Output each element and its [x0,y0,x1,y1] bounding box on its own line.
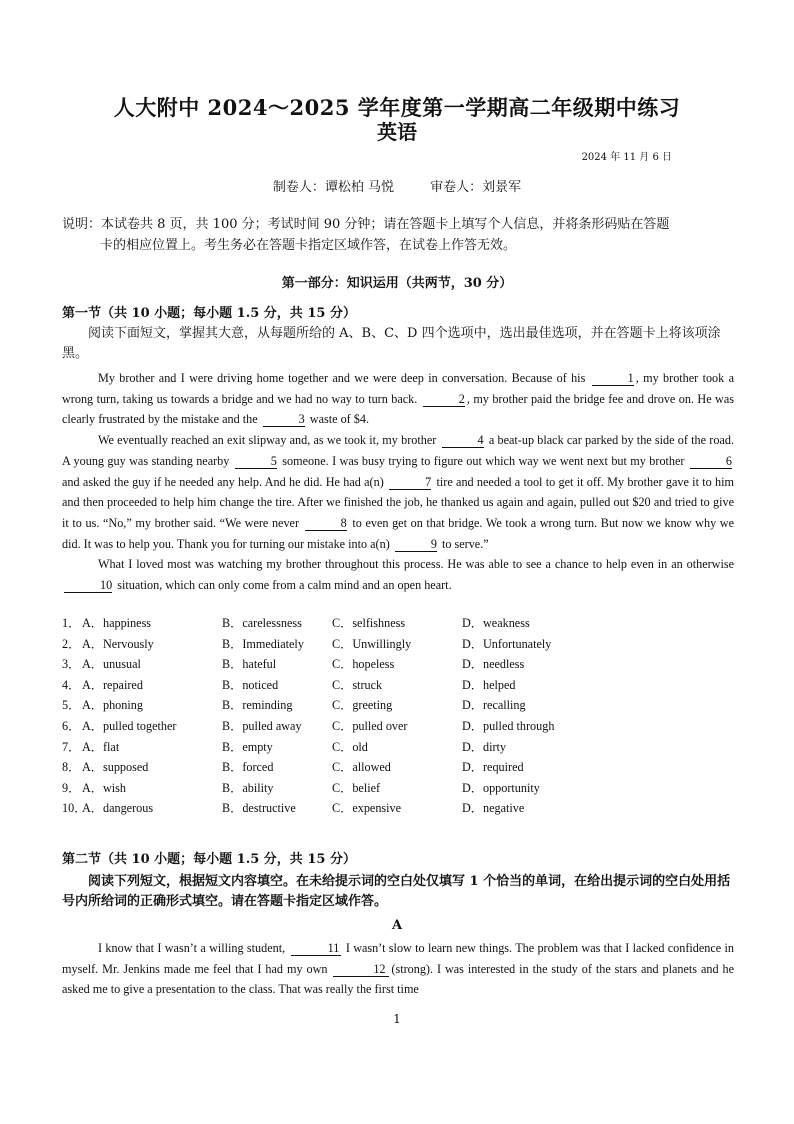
text-run: I know that I wasn’t a willing student, [98,941,286,955]
question-row [62,758,734,779]
blank-6: 6 [690,454,732,469]
question-row [62,676,734,697]
question-row [62,655,734,676]
text-run: waste of $4. [309,412,370,427]
text-run: and asked the guy if he needed any help. And he did. He had a(n) [62,474,384,489]
option-c: C．belief [332,780,381,795]
question-number: 8． [62,760,81,775]
page-number: 1 [393,1012,401,1026]
fill-in-passage [62,938,734,1000]
option-d: D．dirty [462,739,507,754]
option-d: D．needless [462,657,525,672]
option-a: A．Nervously [82,636,154,651]
section-one-instruction [62,324,732,364]
option-b: B．carelessness [222,616,302,630]
option-d: D．negative [462,801,525,816]
option-c: C．allowed [332,760,391,775]
option-d: D．weakness [462,616,530,630]
blank-8: 8 [305,516,347,531]
question-number: 5． [62,698,81,713]
option-a: A．phoning [82,698,143,713]
option-b: B．noticed [222,677,279,692]
question-row [62,696,734,717]
option-d: D．helped [462,677,516,692]
passage-paragraph-1 [62,368,734,430]
text-run: to serve.” [441,536,489,551]
text-run: to even get on that bridge. We took a wrong turn. But now we know why we did. It was to help you. Thank you for turning our mistake into a(n) [62,515,734,551]
text-run: situation, which can only come from a calm mind and an open heart. [117,578,452,593]
option-d: D．Unfortunately [462,636,552,651]
blank-12: 12 [333,962,389,977]
blank-3: 3 [263,412,305,427]
option-c: C．greeting [332,698,393,713]
text-run: I wasn’t slow to learn new things. The problem was that I lacked confidence in myself. Mr. Jenkins made me feel that I had my own [62,941,735,976]
option-a: A．happiness [82,616,152,630]
text-run: a beat-up black car parked by the side of the road. A young guy was standing nearby [62,433,734,468]
option-c: C．struck [332,677,383,692]
note-line-1: 说明：本试卷共 8 页，共 100 分；考试时间 90 分钟；请在答题卡上填写个人信息，并将条形码贴在答题 [62,217,670,232]
option-b: B．destructive [222,801,296,816]
passage-a-paragraph [62,938,734,1000]
question-number: 6． [62,718,81,733]
option-c: C．hopeless [332,657,395,672]
instruction-text: 阅读下列短文，根据短文内容填空。在未给提示词的空白处仅填写 1 个恰当的单词，在给出提示词的空白处用括号内所给词的正确形式填空。请在答题卡指定区域作答。 [62,874,731,909]
instructions-note [62,214,734,256]
blank-11: 11 [291,941,341,956]
question-number: 7． [62,739,81,754]
makers-text: 制卷人：谭松柏 马悦 [272,180,394,195]
option-a: A．wish [82,780,127,795]
text-run: someone. I was busy trying to figure out which way we went next but my brother [282,453,685,468]
option-b: B．pulled away [222,718,302,733]
question-number: 3． [62,657,81,672]
option-a: A．pulled together [82,718,177,733]
blank-2: 2 [423,392,465,407]
question-number: 4． [62,677,81,692]
option-d: D．required [462,760,524,775]
text-run: tire and needed a tool to get it off. My brother gave it to him and then proceeded to help him change the tire. After we finished the job, he thanked us again and again, pulled out $20 and tried to give it to us. “No,” my brother said. “We were never [62,474,735,530]
option-d: D．recalling [462,698,526,713]
blank-1: 1 [592,371,634,386]
blank-10: 10 [64,578,112,593]
option-b: B．ability [222,780,274,795]
option-a: A．flat [82,739,120,754]
blank-5: 5 [235,454,277,469]
section-one-heading: 第一节（共 10 小题；每小题 1.5 分，共 15 分） [62,306,356,321]
option-b: B．forced [222,760,274,775]
text-run: , my brother paid the bridge fee and drove on. He was clearly frustrated by the mistake and the [62,391,735,427]
option-a: A．repaired [82,677,143,692]
exam-title: 人大附中 2024～2025 学年度第一学期高二年级期中练习 [113,95,681,120]
text-run: , my brother took a wrong turn, taking us towards a bridge and we had no way to turn back. [62,371,734,406]
option-c: C．expensive [332,801,402,816]
question-number: 9． [62,780,81,795]
note-line-2: 卡的相应位置上。考生务必在答题卡指定区域作答，在试卷上作答无效。 [100,238,517,253]
option-a: A．supposed [82,760,149,775]
answer-options [62,614,734,820]
option-c: C．selfishness [332,616,406,630]
option-d: D．pulled through [462,718,555,733]
question-number: 1． [62,616,81,630]
instruction-text: 阅读下面短文，掌握其大意，从每题所给的 A、B、C、D 四个选项中，选出最佳选项，并在答题卡上将该项涂黑。 [62,326,721,361]
question-row [62,635,734,656]
option-b: B．reminding [222,698,293,713]
option-c: C．old [332,739,368,754]
reviewer-text: 审卷人：刘景军 [430,180,522,195]
exam-subject: 英语 [377,120,417,144]
option-b: B．Immediately [222,636,304,651]
part-one-heading: 第一部分：知识运用（共两节，30 分） [281,276,513,291]
option-a: A．dangerous [82,801,154,816]
text-run: We eventually reached an exit slipway and, as we took it, my brother [98,433,437,448]
option-a: A．unusual [82,657,141,672]
cloze-passage [62,368,734,596]
question-row [62,717,734,738]
question-row [62,779,734,800]
option-c: C．Unwillingly [332,636,412,651]
text-run: (strong). I was interested in the study of the stars and planets and he asked me to give a presentation to the class. That was really the first time [62,961,734,997]
option-b: B．hateful [222,657,277,672]
passage-a-label: A [391,918,403,933]
text-run: What I loved most was watching my brother throughout this process. He was able to see a chance to help even in an otherwise [98,557,734,572]
question-number: 2． [62,636,81,651]
passage-paragraph-3 [62,554,734,595]
option-b: B．empty [222,739,273,754]
question-number: 10． [62,801,87,816]
section-two-instruction [62,872,732,912]
passage-paragraph-2 [62,430,734,554]
blank-9: 9 [395,537,437,552]
question-row [62,614,734,635]
question-row [62,799,734,820]
option-c: C．pulled over [332,718,408,733]
section-two-heading: 第二节（共 10 小题；每小题 1.5 分，共 15 分） [62,852,356,867]
authors-line [0,176,794,195]
blank-4: 4 [442,433,484,448]
blank-7: 7 [389,475,431,490]
exam-date: 2024 年 11 月 6 日 [581,152,672,163]
text-run: My brother and I were driving home together and we were deep in conversation. Because of his [98,371,586,385]
question-row [62,738,734,759]
option-d: D．opportunity [462,780,540,795]
